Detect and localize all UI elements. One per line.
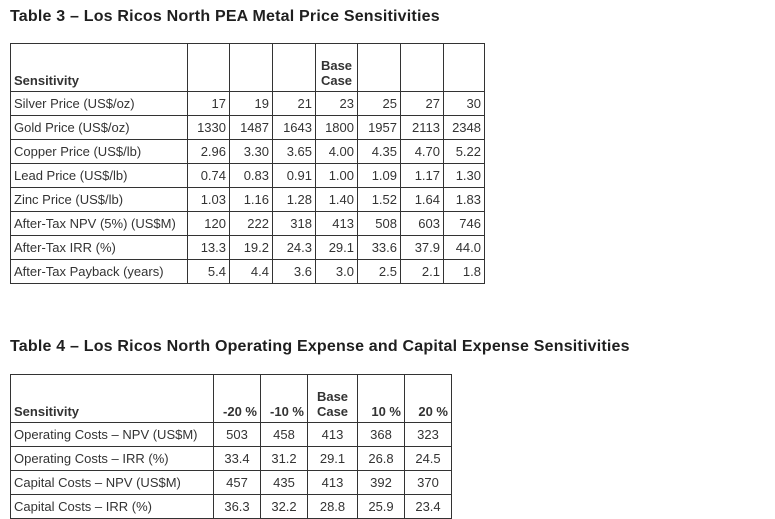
value-cell: 3.65 [273, 140, 316, 164]
value-cell: 29.1 [308, 447, 358, 471]
value-cell: 603 [401, 212, 444, 236]
value-cell: 29.1 [316, 236, 358, 260]
value-cell: 1.28 [273, 188, 316, 212]
value-cell: 19.2 [230, 236, 273, 260]
value-cell: 13.3 [188, 236, 230, 260]
table4-header-plus10: 10 % [358, 375, 405, 423]
row-label: Zinc Price (US$/lb) [11, 188, 188, 212]
value-cell: 508 [358, 212, 401, 236]
table3-header-col7 [444, 44, 485, 92]
value-cell: 413 [308, 471, 358, 495]
value-cell: 1.83 [444, 188, 485, 212]
table3-title: Table 3 – Los Ricos North PEA Metal Price Sensitivities [10, 8, 440, 25]
value-cell: 1.00 [316, 164, 358, 188]
table3-header-col1 [188, 44, 230, 92]
value-cell: 17 [188, 92, 230, 116]
value-cell: 1.8 [444, 260, 485, 284]
value-cell: 1.16 [230, 188, 273, 212]
value-cell: 3.30 [230, 140, 273, 164]
row-label: Lead Price (US$/lb) [11, 164, 188, 188]
value-cell: 413 [308, 423, 358, 447]
table4-header-minus20: -20 % [214, 375, 261, 423]
value-cell: 4.00 [316, 140, 358, 164]
table3-header-col5 [358, 44, 401, 92]
table-row [11, 260, 485, 284]
value-cell: 2.96 [188, 140, 230, 164]
row-label: After-Tax IRR (%) [11, 236, 188, 260]
value-cell: 1.17 [401, 164, 444, 188]
value-cell: 32.2 [261, 495, 308, 519]
table3-header-col6 [401, 44, 444, 92]
value-cell: 1330 [188, 116, 230, 140]
value-cell: 2.5 [358, 260, 401, 284]
value-cell: 23.4 [405, 495, 452, 519]
value-cell: 19 [230, 92, 273, 116]
row-label: Operating Costs – NPV (US$M) [11, 423, 214, 447]
value-cell: 4.35 [358, 140, 401, 164]
row-label: Gold Price (US$/oz) [11, 116, 188, 140]
value-cell: 318 [273, 212, 316, 236]
table-row [11, 140, 485, 164]
value-cell: 37.9 [401, 236, 444, 260]
table-row [11, 236, 485, 260]
value-cell: 33.4 [214, 447, 261, 471]
row-label: Capital Costs – NPV (US$M) [11, 471, 214, 495]
table-row [11, 164, 485, 188]
table-row [11, 212, 485, 236]
table3-header-col2 [230, 44, 273, 92]
row-label: After-Tax NPV (5%) (US$M) [11, 212, 188, 236]
value-cell: 36.3 [214, 495, 261, 519]
value-cell: 392 [358, 471, 405, 495]
value-cell: 31.2 [261, 447, 308, 471]
value-cell: 1.64 [401, 188, 444, 212]
table-row [11, 495, 452, 519]
value-cell: 5.4 [188, 260, 230, 284]
table4-header-plus20: 20 % [405, 375, 452, 423]
value-cell: 1.09 [358, 164, 401, 188]
value-cell: 413 [316, 212, 358, 236]
value-cell: 1957 [358, 116, 401, 140]
value-cell: 26.8 [358, 447, 405, 471]
value-cell: 25 [358, 92, 401, 116]
table-row [11, 116, 485, 140]
value-cell: 323 [405, 423, 452, 447]
value-cell: 1.40 [316, 188, 358, 212]
table3-header-base-case: Base Case [316, 44, 358, 92]
table-row [11, 92, 485, 116]
value-cell: 457 [214, 471, 261, 495]
value-cell: 1643 [273, 116, 316, 140]
table3-header-col3 [273, 44, 316, 92]
value-cell: 21 [273, 92, 316, 116]
value-cell: 1.52 [358, 188, 401, 212]
value-cell: 746 [444, 212, 485, 236]
table-row [11, 423, 452, 447]
opex-capex-sensitivities-table [10, 374, 452, 519]
value-cell: 4.70 [401, 140, 444, 164]
value-cell: 0.74 [188, 164, 230, 188]
value-cell: 3.6 [273, 260, 316, 284]
row-label: After-Tax Payback (years) [11, 260, 188, 284]
row-label: Silver Price (US$/oz) [11, 92, 188, 116]
value-cell: 0.91 [273, 164, 316, 188]
value-cell: 44.0 [444, 236, 485, 260]
value-cell: 28.8 [308, 495, 358, 519]
value-cell: 1800 [316, 116, 358, 140]
value-cell: 1487 [230, 116, 273, 140]
value-cell: 27 [401, 92, 444, 116]
value-cell: 25.9 [358, 495, 405, 519]
value-cell: 30 [444, 92, 485, 116]
value-cell: 368 [358, 423, 405, 447]
table-row [11, 471, 452, 495]
value-cell: 23 [316, 92, 358, 116]
value-cell: 5.22 [444, 140, 485, 164]
table4-header-sensitivity: Sensitivity [11, 375, 214, 423]
value-cell: 435 [261, 471, 308, 495]
table4-header-row [11, 375, 452, 423]
table4-header-base-case: Base Case [308, 375, 358, 423]
value-cell: 24.5 [405, 447, 452, 471]
value-cell: 2113 [401, 116, 444, 140]
value-cell: 503 [214, 423, 261, 447]
value-cell: 120 [188, 212, 230, 236]
table4-title: Table 4 – Los Ricos North Operating Expense and Capital Expense Sensitivities [10, 338, 630, 355]
table-row [11, 447, 452, 471]
row-label: Capital Costs – IRR (%) [11, 495, 214, 519]
value-cell: 222 [230, 212, 273, 236]
value-cell: 2348 [444, 116, 485, 140]
value-cell: 4.4 [230, 260, 273, 284]
row-label: Copper Price (US$/lb) [11, 140, 188, 164]
value-cell: 1.30 [444, 164, 485, 188]
value-cell: 0.83 [230, 164, 273, 188]
metal-price-sensitivities-table [10, 43, 485, 284]
value-cell: 1.03 [188, 188, 230, 212]
value-cell: 2.1 [401, 260, 444, 284]
table3-header-sensitivity: Sensitivity [11, 44, 188, 92]
row-label: Operating Costs – IRR (%) [11, 447, 214, 471]
table-row [11, 188, 485, 212]
value-cell: 24.3 [273, 236, 316, 260]
value-cell: 33.6 [358, 236, 401, 260]
table3-header-row [11, 44, 485, 92]
value-cell: 458 [261, 423, 308, 447]
value-cell: 3.0 [316, 260, 358, 284]
value-cell: 370 [405, 471, 452, 495]
table4-header-minus10: -10 % [261, 375, 308, 423]
